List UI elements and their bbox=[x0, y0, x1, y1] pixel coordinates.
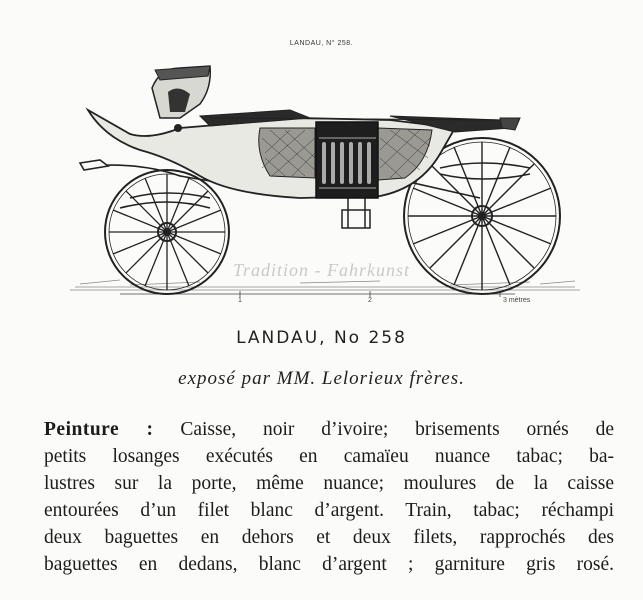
description-line-4: entourées d’un filet blanc d’argent. Train, tabac; réchampi bbox=[44, 500, 614, 521]
carriage-body bbox=[88, 66, 520, 198]
page-title: LANDAU, No 258 bbox=[236, 328, 407, 348]
scale-mark-2: 2 bbox=[368, 297, 372, 304]
page-subtitle: exposé par MM. Lelorieux frères. bbox=[178, 368, 465, 389]
plate-caption: LANDAU, N° 258. bbox=[289, 40, 354, 47]
description-line-1: Peinture : Caisse, noir d’ivoire; brisements ornés de bbox=[44, 419, 614, 440]
scale-mark-3: 3 mètres bbox=[503, 297, 531, 304]
watermark: Tradition - Fahrkunst bbox=[232, 260, 410, 280]
description-line-3: lustres sur la porte, même nuance; moulures de la caisse bbox=[44, 473, 614, 494]
carriage-step bbox=[342, 196, 370, 228]
scale-mark-1: 1 bbox=[238, 297, 242, 304]
description-line-2: petits losanges exécutés en camaïeu nuance tabac; ba- bbox=[44, 446, 614, 467]
description-line-6: baguettes en dedans, blanc d’argent ; garniture gris rosé. bbox=[44, 554, 614, 575]
description-lead: Peinture : bbox=[44, 419, 154, 440]
description-paragraph bbox=[44, 416, 614, 578]
description-line-5: deux baguettes en dehors et deux filets, rapprochés des bbox=[44, 527, 614, 548]
